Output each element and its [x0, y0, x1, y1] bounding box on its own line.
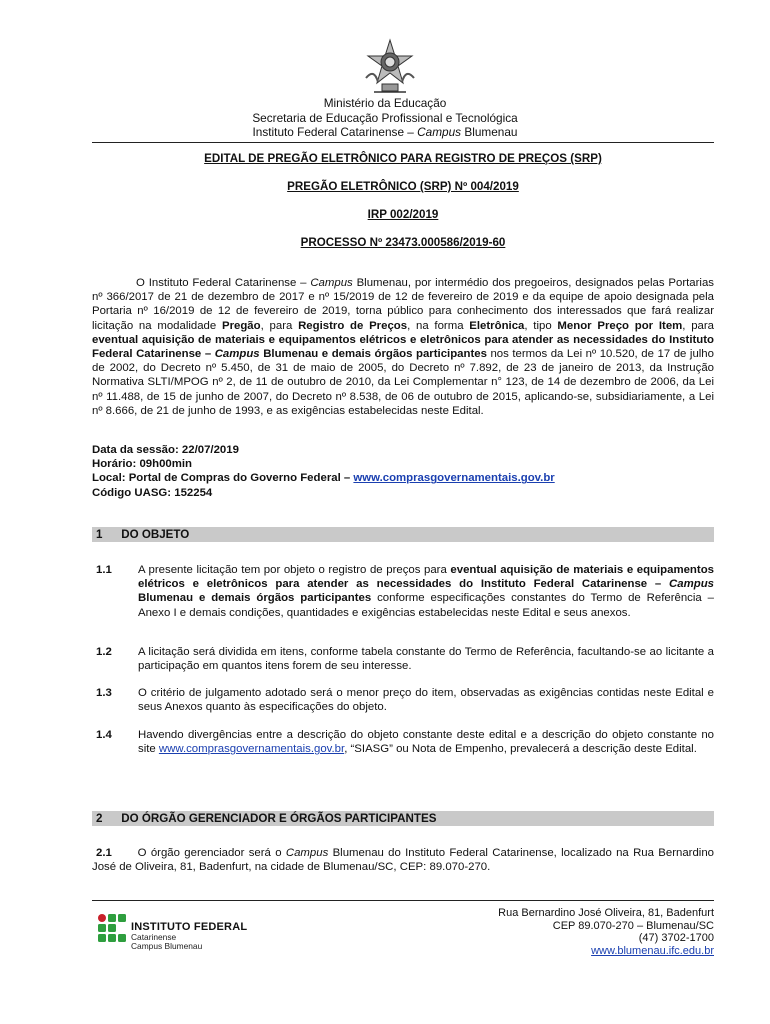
section-1-heading: 1 DO OBJETO [92, 527, 714, 542]
compras-link[interactable]: www.comprasgovernamentais.gov.br [353, 472, 555, 485]
institute-line: Instituto Federal Catarinense – Campus Blumenau [252, 125, 518, 139]
footer-phone: (47) 3702-1700 [638, 932, 714, 945]
if-logo [97, 912, 267, 952]
logo-subtitle: Catarinense Campus Blumenau [131, 932, 203, 951]
compras-link-inline[interactable]: www.comprasgovernamentais.gov.br [158, 743, 345, 756]
pregao-title: PREGÃO ELETRÔNICO (SRP) Nº 004/2019 [287, 180, 519, 193]
brazil-coat-of-arms-icon [360, 38, 420, 96]
footer-street: Rua Bernardino José Oliveira, 81, Badenfurt [498, 907, 714, 919]
footer-cep: CEP 89.070-270 – Blumenau/SC [552, 919, 714, 932]
if-logo-icon [97, 913, 127, 947]
section-2-heading: 2 DO ÓRGÃO GERENCIADOR E ÓRGÃOS PARTICIPANTES [92, 811, 714, 826]
irp-title: IRP 002/2019 [367, 208, 439, 221]
session-info [92, 443, 714, 500]
document-header [0, 96, 770, 140]
session-local: Local: Portal de Compras do Governo Federal – www.comprasgovernamentais.gov.br [92, 472, 555, 485]
footer-divider [92, 900, 714, 901]
document-titles [92, 152, 714, 264]
header-divider [92, 142, 714, 143]
item-1-3: 1.3 O critério de julgamento adotado será o menor preço do item, observadas as exigências contidas neste Edital e seus Anexos quanto às especificações do objeto. [96, 687, 714, 714]
item-1-2: 1.2 A licitação será dividida em itens, conforme tabela constante do Termo de Referência, facultando-se ao licitante a participação em quantos itens forem de seu interesse. [96, 646, 714, 673]
session-time: Horário: 09h00min [92, 458, 193, 471]
item-1-4: 1.4 Havendo divergências entre a descrição do objeto constante deste edital e a descrição do objeto constante no site www.comprasgovernamentais.gov.br, “SIASG” ou Nota de Empenho, prevalecerá a descrição deste Edital. [96, 729, 714, 756]
secretariat-line: Secretaria de Educação Profissional e Tecnológica [252, 110, 518, 125]
session-uasg: Código UASG: 152254 [92, 486, 213, 499]
processo-title: PROCESSO Nº 23473.000586/2019-60 [300, 236, 506, 249]
footer-website-link[interactable]: www.blumenau.ifc.edu.br [591, 944, 714, 957]
logo-title: INSTITUTO FEDERAL [131, 921, 248, 933]
item-2-1: 2.1 O órgão gerenciador será o Campus Blumenau do Instituto Federal Catarinense, localizado na Rua Bernardino José de Oliveira, 81, Badenfurt, na cidade de Blumenau/SC, CEP: 89.070-270. [92, 847, 714, 874]
session-date: Data da sessão: 22/07/2019 [92, 444, 239, 456]
intro-paragraph: O Instituto Federal Catarinense – Campus Blumenau, por intermédio dos pregoeiros, designados pelas Portarias nº 366/2017 de 21 de dezembro de 2017 e nº 15/2019 de 12 de fevereiro de 2019 e da equipe de apoio designada pela Portaria nº 16/2019 de 12 de fevereiro de 2019, torna público para conhecimento dos interessados que fará realizar licitação na modalidade Pregão, para Registro de Preços, na forma Eletrônica, tipo Menor Preço por Item, para eventual aquisição de materiais e equipamentos elétricos e eletrônicos para atender as necessidades do Instituto Federal Catarinense – Campus Blumenau e demais órgãos participantes nos termos da Lei nº 10.520, de 17 de julho de 2002, do Decreto nº 5.450, de 31 de maio de 2005, do Decreto nº 7.892, de 23 de janeiro de 2013, da Instrução Normativa SLTI/MPOG nº 2, de 11 de outubro de 2010, da Lei Complementar n° 123, de 14 de dezembro de 2006, da Lei nº 11.488, de 15 de junho de 2007, do Decreto nº 8.538, de 06 de outubro de 2015, aplicando-se, subsidiariamente, a Lei nº 8.666, de 21 de junho de 1993, e as exigências estabelecidas neste Edital. [92, 277, 714, 417]
ministry-line: Ministério da Educação [323, 96, 447, 110]
item-1-1: 1.1 A presente licitação tem por objeto o registro de preços para eventual aquisição de materiais e equipamentos elétricos e eletrônicos para atender as necessidades do Instituto Federal Catarinense – Campus Blumenau e demais órgãos participantes conforme especificações constantes do Termo de Referência – Anexo I e demais condições, quantidades e exigências estabelecidas neste Edital e seus anexos. [96, 564, 714, 619]
footer-address [498, 907, 714, 957]
edital-title: EDITAL DE PREGÃO ELETRÔNICO PARA REGISTRO DE PREÇOS (SRP) [204, 152, 602, 165]
